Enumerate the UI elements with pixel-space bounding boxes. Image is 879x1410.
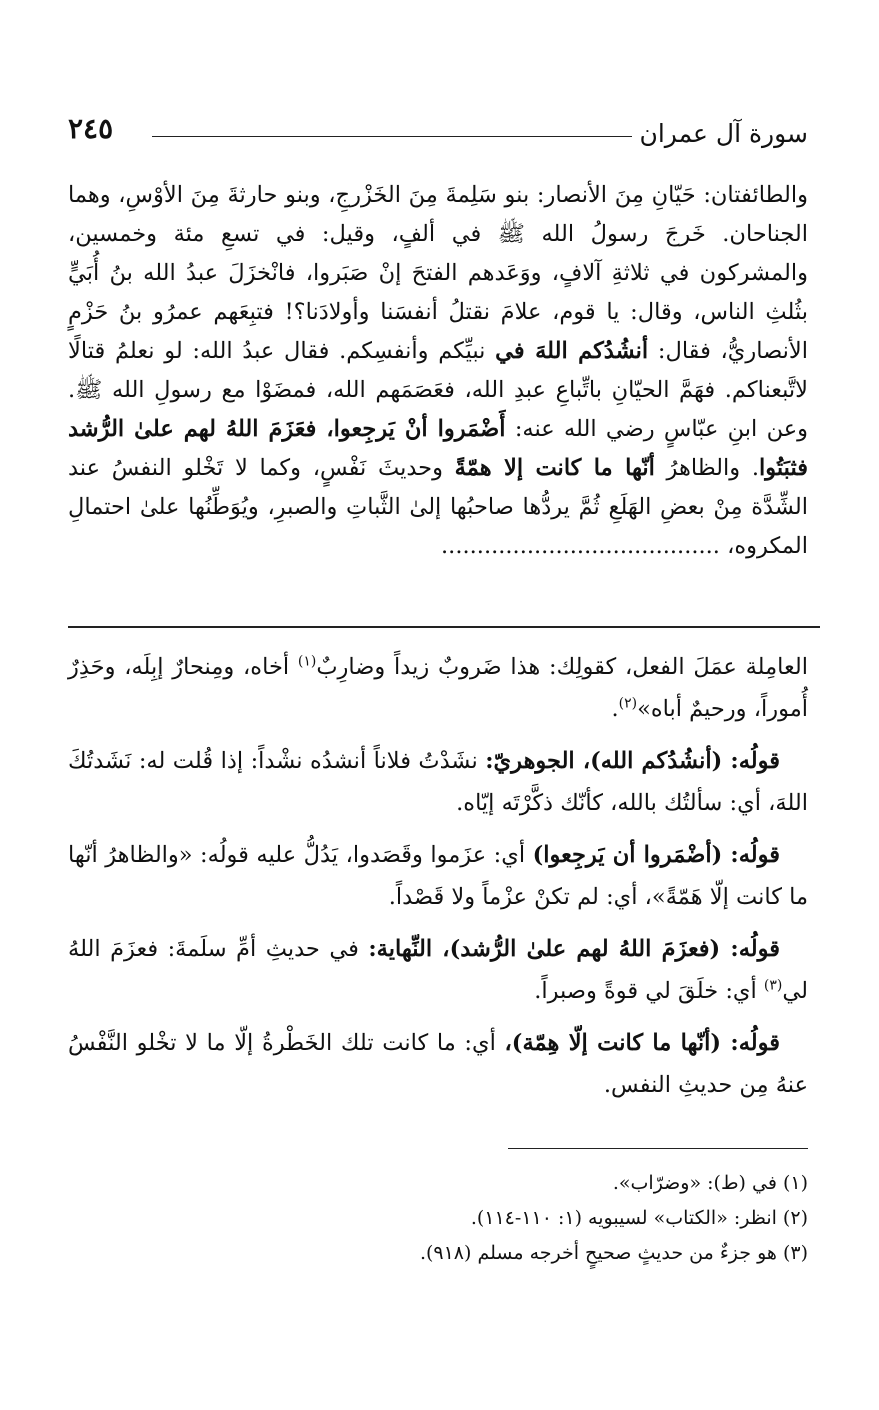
text-run: أخاه، ومِنحارٌ إبِلَه، وحَذِرٌ أُموراً، ورحيمٌ أباه» <box>68 654 808 722</box>
lemma: قولُه: (أنشُدُكم الله)، الجوهريّ: <box>485 748 780 774</box>
footnote-marker[interactable]: (٣) <box>763 977 783 994</box>
text-run: والطائفتان: حَيّانِ مِنَ الأنصار: بنو سَلِمةَ مِنَ الخَزْرجِ، وبنو حارثةَ مِنَ الأوْسِ، وهما الجناحان. خَرجَ رسولُ الله ﷺ في ألفٍ، وقيل: في تسعِ مئة وخمسين، والمشركون في ثلاثةِ آلافٍ، ووَعَدهم الفتحَ إنْ صَبَروا، فانْخزَلَ عبدُ الله بنُ أُبَيٍّ بثُلثِ الناس، وقال: يا قوم، علامَ نقتلُ أنفسَنا وأولادَنا؟! فتبِعَهم عمرُو بنُ حَزْمٍ الأنصاريُّ، فقال: <box>68 182 808 364</box>
footnote-3: (٣) هو جزءٌ من حديثٍ صحيحٍ أخرجه مسلم (٩١٨). <box>419 1242 808 1264</box>
footnote-marker[interactable]: (١) <box>297 653 317 670</box>
text-run: . <box>611 696 619 722</box>
text-run: نشَدْتُ فلاناً أنشدُه نشْداً: إذا قُلت له: نَشَدتُكَ اللهَ، أي: سألتُك بالله، كأنّك ذكَّرْتَه إيّاه. <box>68 748 808 816</box>
text-run: . والظاهرُ <box>654 455 759 481</box>
footnote-rule <box>508 1148 808 1149</box>
text-run: أي: عزَموا وقَصَدوا، يَدُلُّ عليه قولُه: «والظاهرُ أنّها ما كانت إلّا هَمّةً»، أي: لم تكنْ عزْماً ولا قَصْداً. <box>68 842 808 910</box>
lemma: قولُه: (أنّها ما كانت إلّا هِمّة)، <box>504 1030 781 1056</box>
chapter-title: سورة آل عمران <box>639 119 808 148</box>
text-run: نبيِّكم وأنفسِكم. فقال عبدُ الله: لو نعلمُ قتالًا لاتَّبعناكم. فهَمَّ الحيّانِ باتِّباعِ عبدِ الله، فعَصَمَهم الله، فمضَوْا مع رسولِ الله ﷺ. وعن ابنِ عبّاسٍ رضي الله عنه: <box>68 338 808 442</box>
text-run: أي: ما كانت تلك الخَطْرةُ إلّا ما لا تخْلو النَّفْسُ عنهُ مِن حديثِ النفس. <box>68 1030 808 1098</box>
footnote-2: (٢) انظر: «الكتاب» لسيبويه (١: ١١٠-١١٤). <box>470 1207 808 1229</box>
commentary-paragraph <box>68 646 808 730</box>
page-header <box>68 112 808 156</box>
text-run: في حديثِ أمِّ سلَمةَ: فعزَمَ اللهُ لي <box>68 936 808 1004</box>
footnote-marker[interactable]: (٢) <box>618 695 638 712</box>
commentary-paragraph <box>68 834 808 918</box>
main-text <box>68 176 808 566</box>
text-run: وحديثَ نَفْسٍ، وكما لا تَخْلو النفسُ عند الشِّدَّة مِنْ بعضِ الهَلَعِ ثُمَّ يردُّها صاحبُها إلىٰ الثَّباتِ والصبرِ، ويُوَطِّنُها علىٰ احتمالِ المكروه، ....................................... <box>68 455 808 559</box>
header-rule <box>152 136 632 137</box>
commentary-paragraph <box>68 1022 808 1106</box>
commentary <box>68 646 808 1116</box>
quoted-phrase: أَضْمَروا أنْ يَرجِعوا، فعَزَمَ اللهُ لهم علىٰ الرُّشد فثبَتُوا <box>68 416 808 481</box>
page-number: ٢٤٥ <box>68 112 114 145</box>
lemma: قولُه: (فعزَمَ اللهُ لهم علىٰ الرُّشد)، النِّهاية: <box>368 936 780 962</box>
quoted-phrase: أنشُدُكم اللهَ في <box>495 338 649 364</box>
main-paragraph <box>68 176 808 566</box>
commentary-paragraph <box>68 740 808 824</box>
footnotes <box>68 1166 808 1271</box>
quoted-phrase: أنّها ما كانت إلا همّةً <box>454 455 655 481</box>
text-run: العامِلة عمَلَ الفعل، كقولِك: هذا ضَروبٌ زيداً وضارِبٌ <box>316 654 808 680</box>
commentary-paragraph <box>68 928 808 1012</box>
footnote-1: (١) في (ط): «وضرّاب». <box>612 1172 808 1194</box>
lemma: قولُه: (أضْمَروا أن يَرجِعوا) <box>532 842 781 868</box>
text-run: أي: خلَقَ لي قوةً وصبراً. <box>534 978 764 1004</box>
section-separator <box>68 626 820 628</box>
